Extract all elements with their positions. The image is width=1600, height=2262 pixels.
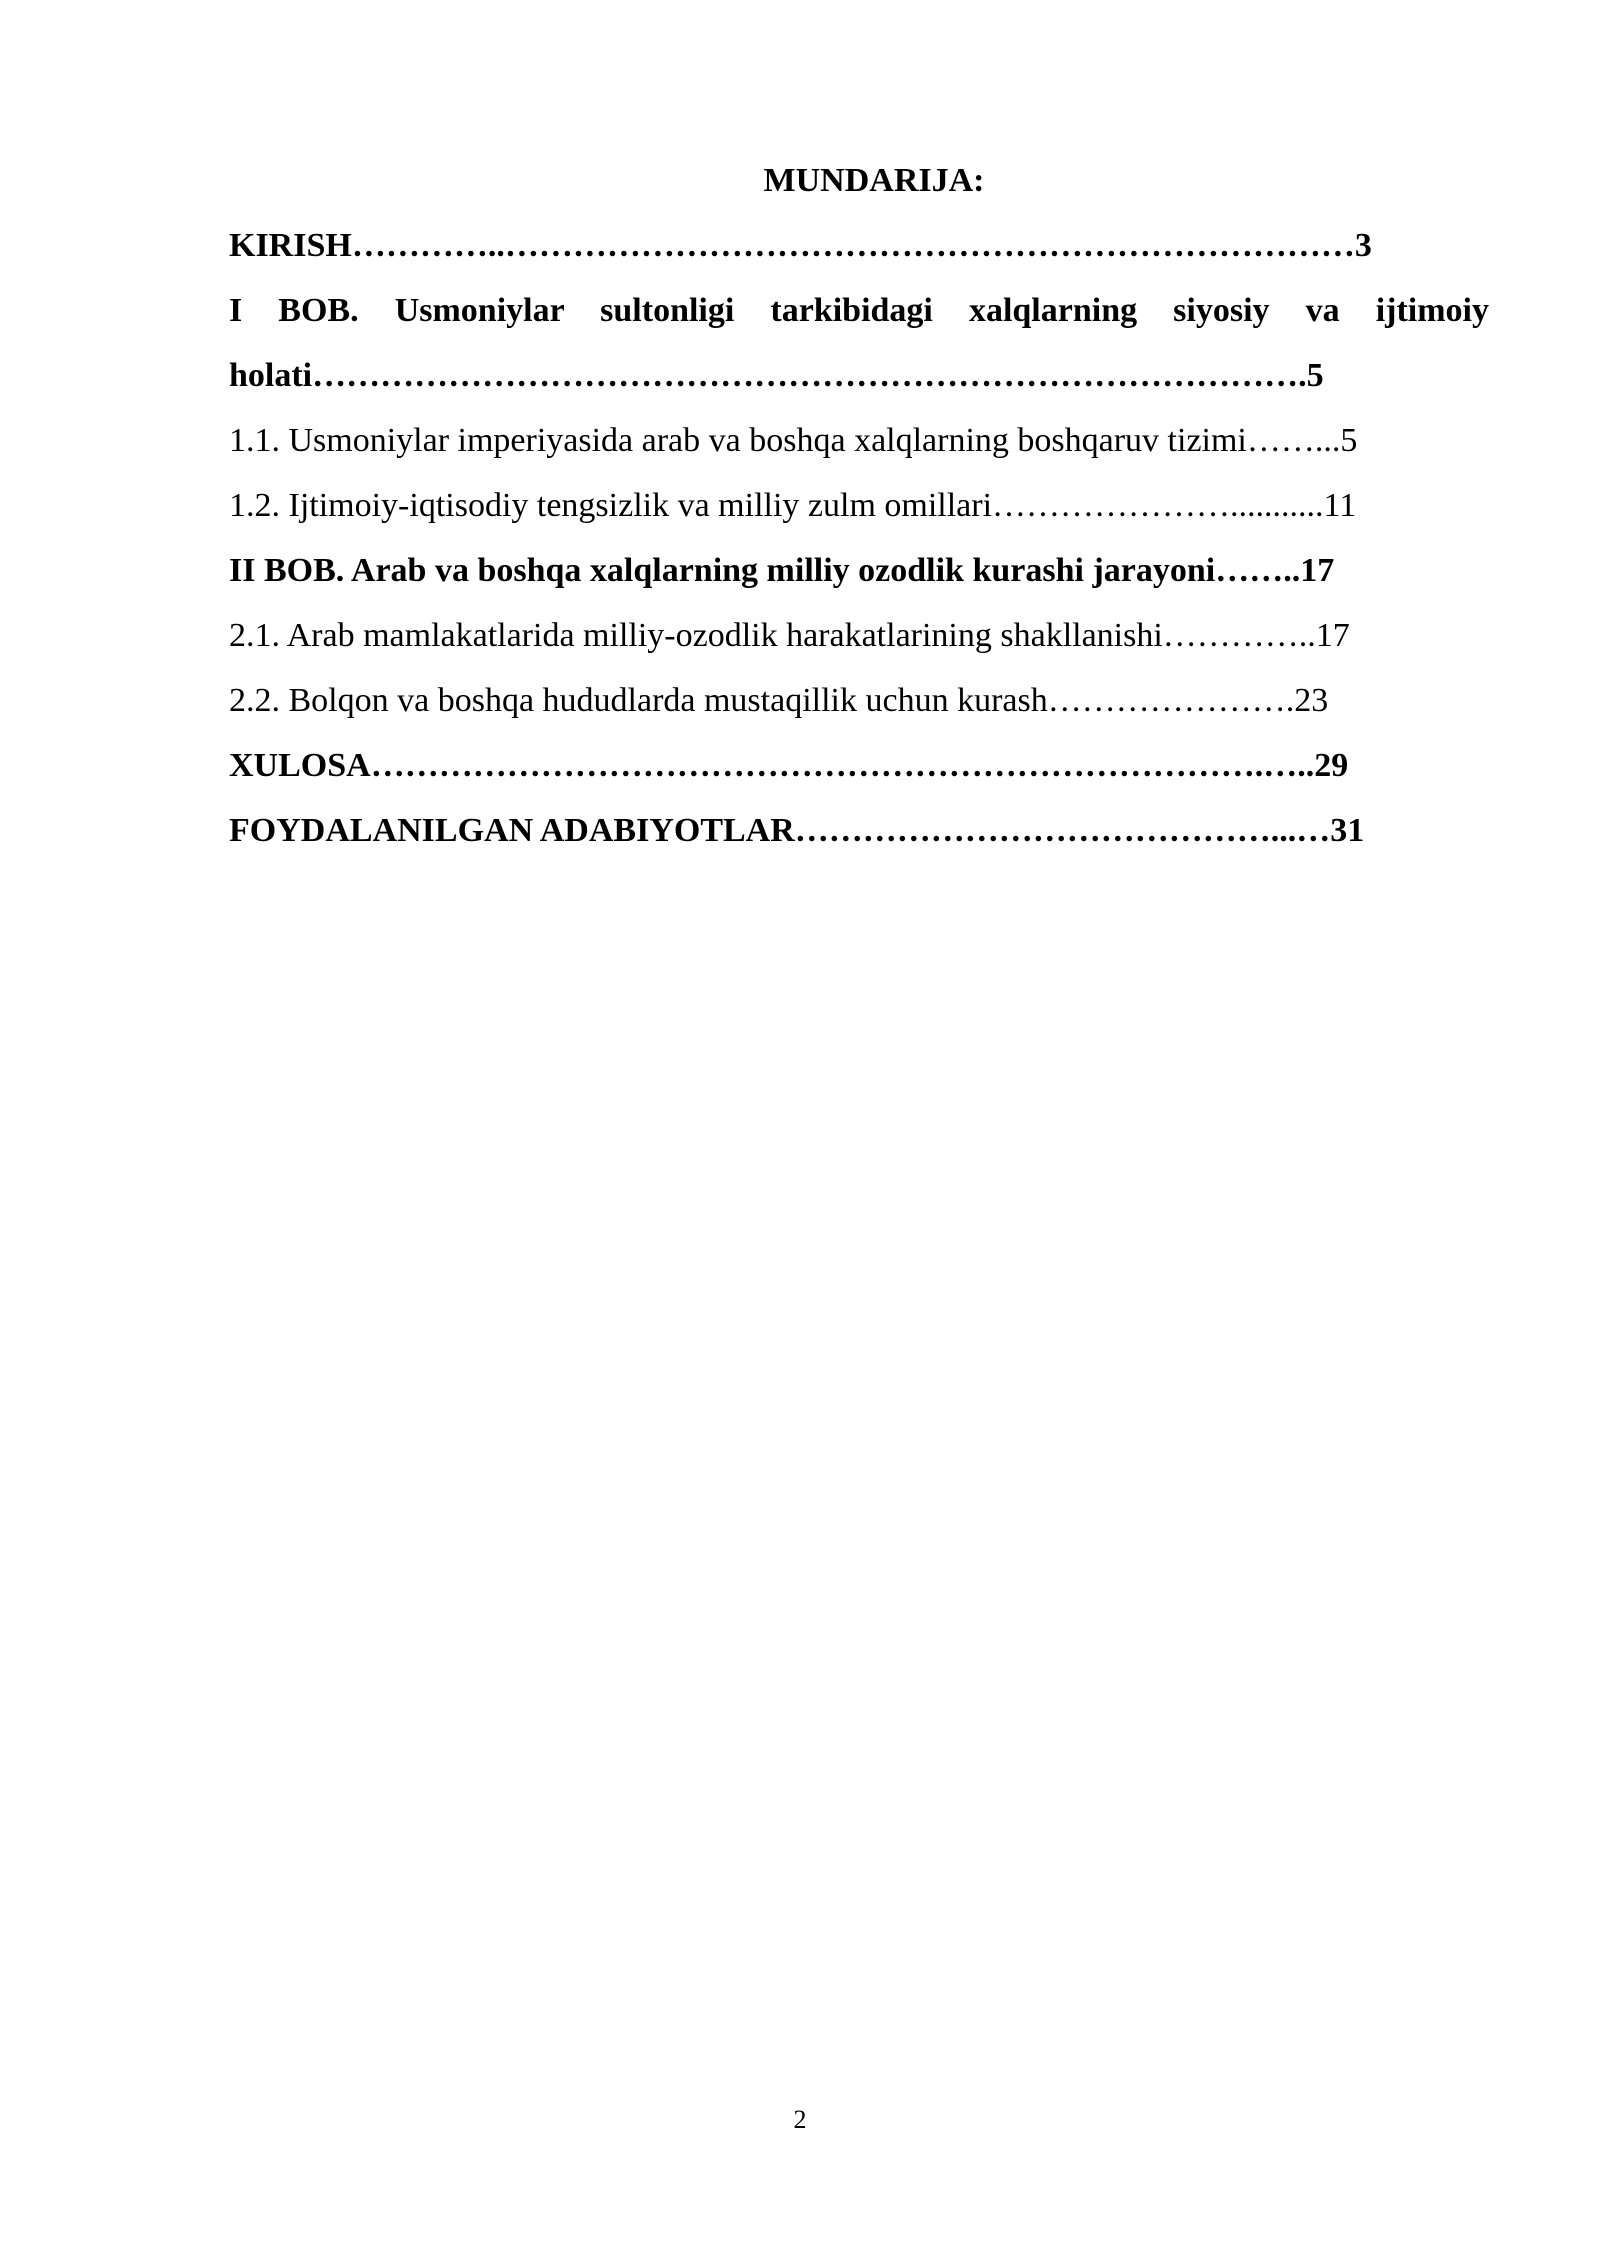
toc-entry-xulosa: XULOSA…………………………………………………………………….…..29 bbox=[229, 747, 1349, 784]
toc-entry-chapter-1-title: I BOB. Usmoniylar sultonligi tarkibidagi xalqlarning siyosiy va ijtimoiy bbox=[229, 292, 1489, 329]
toc-entry-section-2-1: 2.1. Arab mamlakatlarida milliy-ozodlik harakatlarining shakllanishi…………..17 bbox=[229, 617, 1350, 654]
page-number: 2 bbox=[793, 2105, 807, 2134]
toc-entry-section-2-2: 2.2. Bolqon va boshqa hududlarda mustaqillik uchun kurash………………….23 bbox=[229, 682, 1329, 719]
toc-entry-section-1-2: 1.2. Ijtimoiy-iqtisodiy tengsizlik va milliy zulm omillari…………………...........11 bbox=[229, 487, 1357, 524]
table-of-contents bbox=[229, 148, 1489, 863]
toc-entry-bibliography: FOYDALANILGAN ADABIYOTLAR……………………………………...…31 bbox=[229, 812, 1365, 849]
toc-entry-section-1-1: 1.1. Usmoniylar imperiyasida arab va boshqa xalqlarning boshqaruv tizimi……...5 bbox=[229, 422, 1358, 459]
toc-entry-chapter-2: II BOB. Arab va boshqa xalqlarning milliy ozodlik kurashi jarayoni……..17 bbox=[229, 552, 1335, 589]
toc-title: MUNDARIJA: bbox=[763, 162, 985, 199]
toc-entry-kirish: KIRISH…………..…………………………………………………………………3 bbox=[229, 227, 1372, 264]
toc-entry-chapter-1-title-cont: holati…………………………………………………………………………….5 bbox=[229, 357, 1324, 394]
